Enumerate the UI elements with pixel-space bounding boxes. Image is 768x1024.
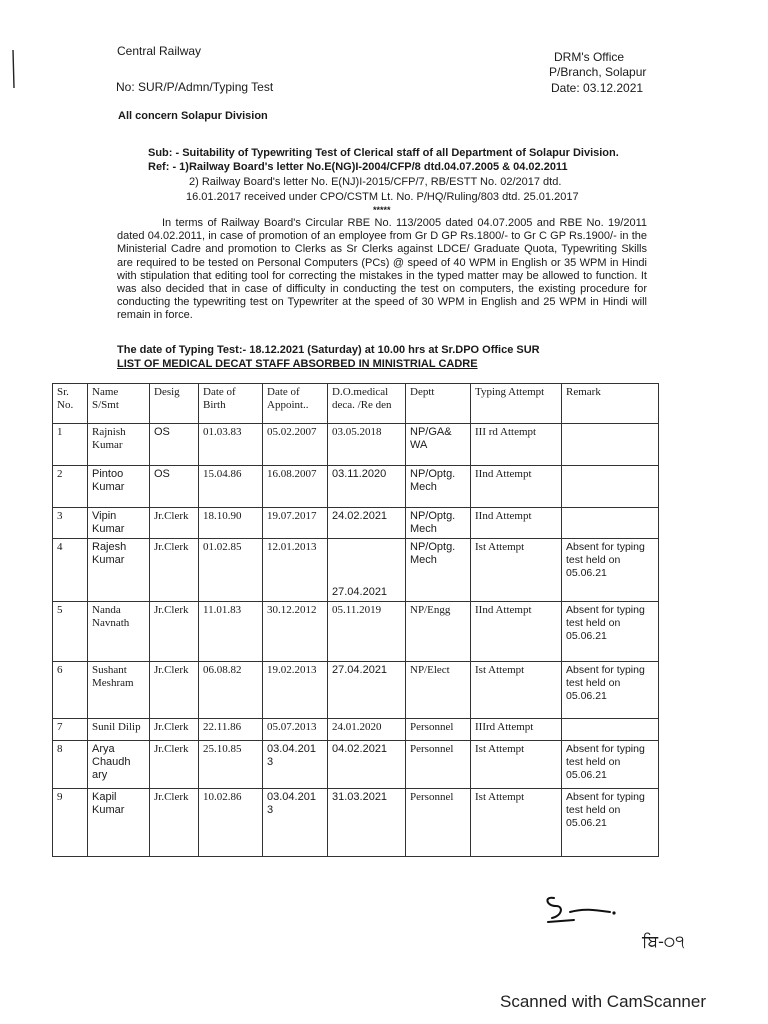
col-dob: Date of Birth [199,384,263,424]
recipient: All concern Solapur Division [118,110,268,122]
cell-medical: 05.11.2019 [328,602,406,662]
cell-deptt: Personnel [406,741,471,789]
cell-attempt: IInd Attempt [471,602,562,662]
cell-sr: 9 [53,789,88,857]
cell-deptt: NP/Engg [406,602,471,662]
col-deptt: Deptt [406,384,471,424]
cell-doa: 05.02.2007 [263,424,328,466]
branch-name: P/Branch, Solapur [549,65,647,79]
subject-line: Sub: - Suitability of Typewriting Test of Clerical staff of all Department of Solapur Division. [148,147,619,159]
col-desig: Desig [150,384,199,424]
cell-medical: 03.05.2018 [328,424,406,466]
cell-doa: 19.07.2017 [263,508,328,539]
cell-attempt: Ist Attempt [471,741,562,789]
cell-name: Arya Chaudh ary [88,741,150,789]
cell-deptt: NP/Elect [406,662,471,719]
cell-remark: Absent for typing test held on 05.06.21 [562,789,659,857]
cell-deptt: Personnel [406,789,471,857]
cell-dob: 22.11.86 [199,719,263,741]
cell-attempt: IInd Attempt [471,508,562,539]
cell-name: Sushant Meshram [88,662,150,719]
table-row [53,424,659,466]
cell-name: Pintoo Kumar [88,466,150,508]
cell-remark [562,424,659,466]
cell-sr: 8 [53,741,88,789]
cell-dob: 06.08.82 [199,662,263,719]
cell-dob: 01.02.85 [199,539,263,602]
cell-medical: 03.11.2020 [328,466,406,508]
cell-name: Rajesh Kumar [88,539,150,602]
cell-deptt: Personnel [406,719,471,741]
cell-attempt: Ist Attempt [471,662,562,719]
cell-desig: OS [150,466,199,508]
cell-dob: 10.02.86 [199,789,263,857]
col-typing-attempt: Typing Attempt [471,384,562,424]
cell-desig: Jr.Clerk [150,662,199,719]
typing-test-date: The date of Typing Test:- 18.12.2021 (Saturday) at 10.00 hrs at Sr.DPO Office SUR [117,344,540,356]
cell-dob: 25.10.85 [199,741,263,789]
col-sr-no: Sr. No. [53,384,88,424]
reference-2b: 16.01.2017 received under CPO/CSTM Lt. No. P/HQ/Ruling/803 dtd. 25.01.2017 [186,191,579,203]
office-name: DRM's Office [554,50,625,64]
cell-sr: 3 [53,508,88,539]
cell-desig: Jr.Clerk [150,539,199,602]
cell-attempt: III rd Attempt [471,424,562,466]
cell-sr: 2 [53,466,88,508]
cell-dob: 01.03.83 [199,424,263,466]
cell-deptt: NP/GA& WA [406,424,471,466]
cell-doa: 19.02.2013 [263,662,328,719]
cell-dob: 11.01.83 [199,602,263,662]
cell-remark [562,719,659,741]
cell-sr: 7 [53,719,88,741]
table-row [53,508,659,539]
table-row [53,466,659,508]
body-paragraph: In terms of Railway Board's Circular RBE No. 113/2005 dated 04.07.2005 and RBE No. 19/2011 dated 04.02.2011, in case of promotion of an employee from Gr D GP Rs.1800/- to Gr C GP Rs.1900/- in the Ministerial Cadre and promotion to Clerks as Sr Clerks against LDCE/ Graduate Quota, Typewriting Skills are required to be tested on Personal Computers (PCs) @ speed of 40 WPM in English or 35 WPM in Hindi with stipulation that editing tool for correcting the mistakes in the typed matter may be allowed to function. It was also decided that in case of difficulty in conducting the test on computers, the existing procedure for conducting the typewriting test on Typewriter at the speed of 30 WPM in English and 25 WPM in Hindi will remain in force. [117,217,647,322]
cell-medical: 31.03.2021 [328,789,406,857]
cell-sr: 5 [53,602,88,662]
cell-remark: Absent for typing test held on 05.06.21 [562,539,659,602]
cell-desig: Jr.Clerk [150,508,199,539]
cell-medical: 27.04.2021 [328,539,406,602]
cell-remark: Absent for typing test held on 05.06.21 [562,662,659,719]
cell-doa: 05.07.2013 [263,719,328,741]
cell-deptt: NP/Optg. Mech [406,508,471,539]
table-row [53,789,659,857]
col-appointment: Date of Appoint.. [263,384,328,424]
col-remark: Remark [562,384,659,424]
cell-name: Kapil Kumar [88,789,150,857]
cell-medical: 27.04.2021 [328,662,406,719]
cell-desig: Jr.Clerk [150,719,199,741]
reference-2a: 2) Railway Board's letter No. E(NJ)I-2015/CFP/7, RB/ESTT No. 02/2017 dtd. [189,176,562,188]
cell-sr: 1 [53,424,88,466]
reference-number: No: SUR/P/Admn/Typing Test [116,80,274,94]
reference-1: Ref: - 1)Railway Board's letter No.E(NG)I-2004/CFP/8 dtd.04.07.2005 & 04.02.2011 [148,161,568,173]
cell-dob: 15.04.86 [199,466,263,508]
table-row [53,539,659,602]
cell-remark: Absent for typing test held on 05.06.21 [562,602,659,662]
cell-sr: 6 [53,662,88,719]
cell-name: Sunil Dilip [88,719,150,741]
cell-desig: Jr.Clerk [150,741,199,789]
table-row [53,719,659,741]
cell-doa: 16.08.2007 [263,466,328,508]
cell-doa: 12.01.2013 [263,539,328,602]
cell-remark [562,466,659,508]
table-row [53,741,659,789]
letter-date: Date: 03.12.2021 [551,81,644,95]
staff-table [52,383,659,857]
cell-medical: 04.02.2021 [328,741,406,789]
table-header-row [53,384,659,424]
cell-doa: 30.12.2012 [263,602,328,662]
cell-attempt: IInd Attempt [471,466,562,508]
separator-stars: ***** [373,205,391,215]
cell-remark [562,508,659,539]
cell-desig: Jr.Clerk [150,602,199,662]
page-mark: ਬਿ-੦੧ [642,932,685,952]
table-row [53,602,659,662]
cell-medical: 24.02.2021 [328,508,406,539]
cell-name: Vipin Kumar [88,508,150,539]
cell-dob: 18.10.90 [199,508,263,539]
cell-medical: 24.01.2020 [328,719,406,741]
cell-name: Rajnish Kumar [88,424,150,466]
list-title: LIST OF MEDICAL DECAT STAFF ABSORBED IN MINISTRIAL CADRE [117,358,478,370]
col-medical-decat: D.O.medical deca. /Re den [328,384,406,424]
cell-deptt: NP/Optg. Mech [406,539,471,602]
signature-scribble [540,890,620,926]
cell-attempt: Ist Attempt [471,789,562,857]
cell-attempt: Ist Attempt [471,539,562,602]
col-name: Name S/Smt [88,384,150,424]
cell-deptt: NP/Optg. Mech [406,466,471,508]
cell-name: Nanda Navnath [88,602,150,662]
cell-attempt: IIIrd Attempt [471,719,562,741]
margin-mark [8,48,18,90]
cell-remark: Absent for typing test held on 05.06.21 [562,741,659,789]
cell-doa: 03.04.201 3 [263,741,328,789]
table-row [53,662,659,719]
org-name: Central Railway [117,44,202,58]
scanner-watermark: Scanned with CamScanner [500,992,707,1011]
cell-sr: 4 [53,539,88,602]
cell-desig: Jr.Clerk [150,789,199,857]
cell-desig: OS [150,424,199,466]
cell-doa: 03.04.201 3 [263,789,328,857]
